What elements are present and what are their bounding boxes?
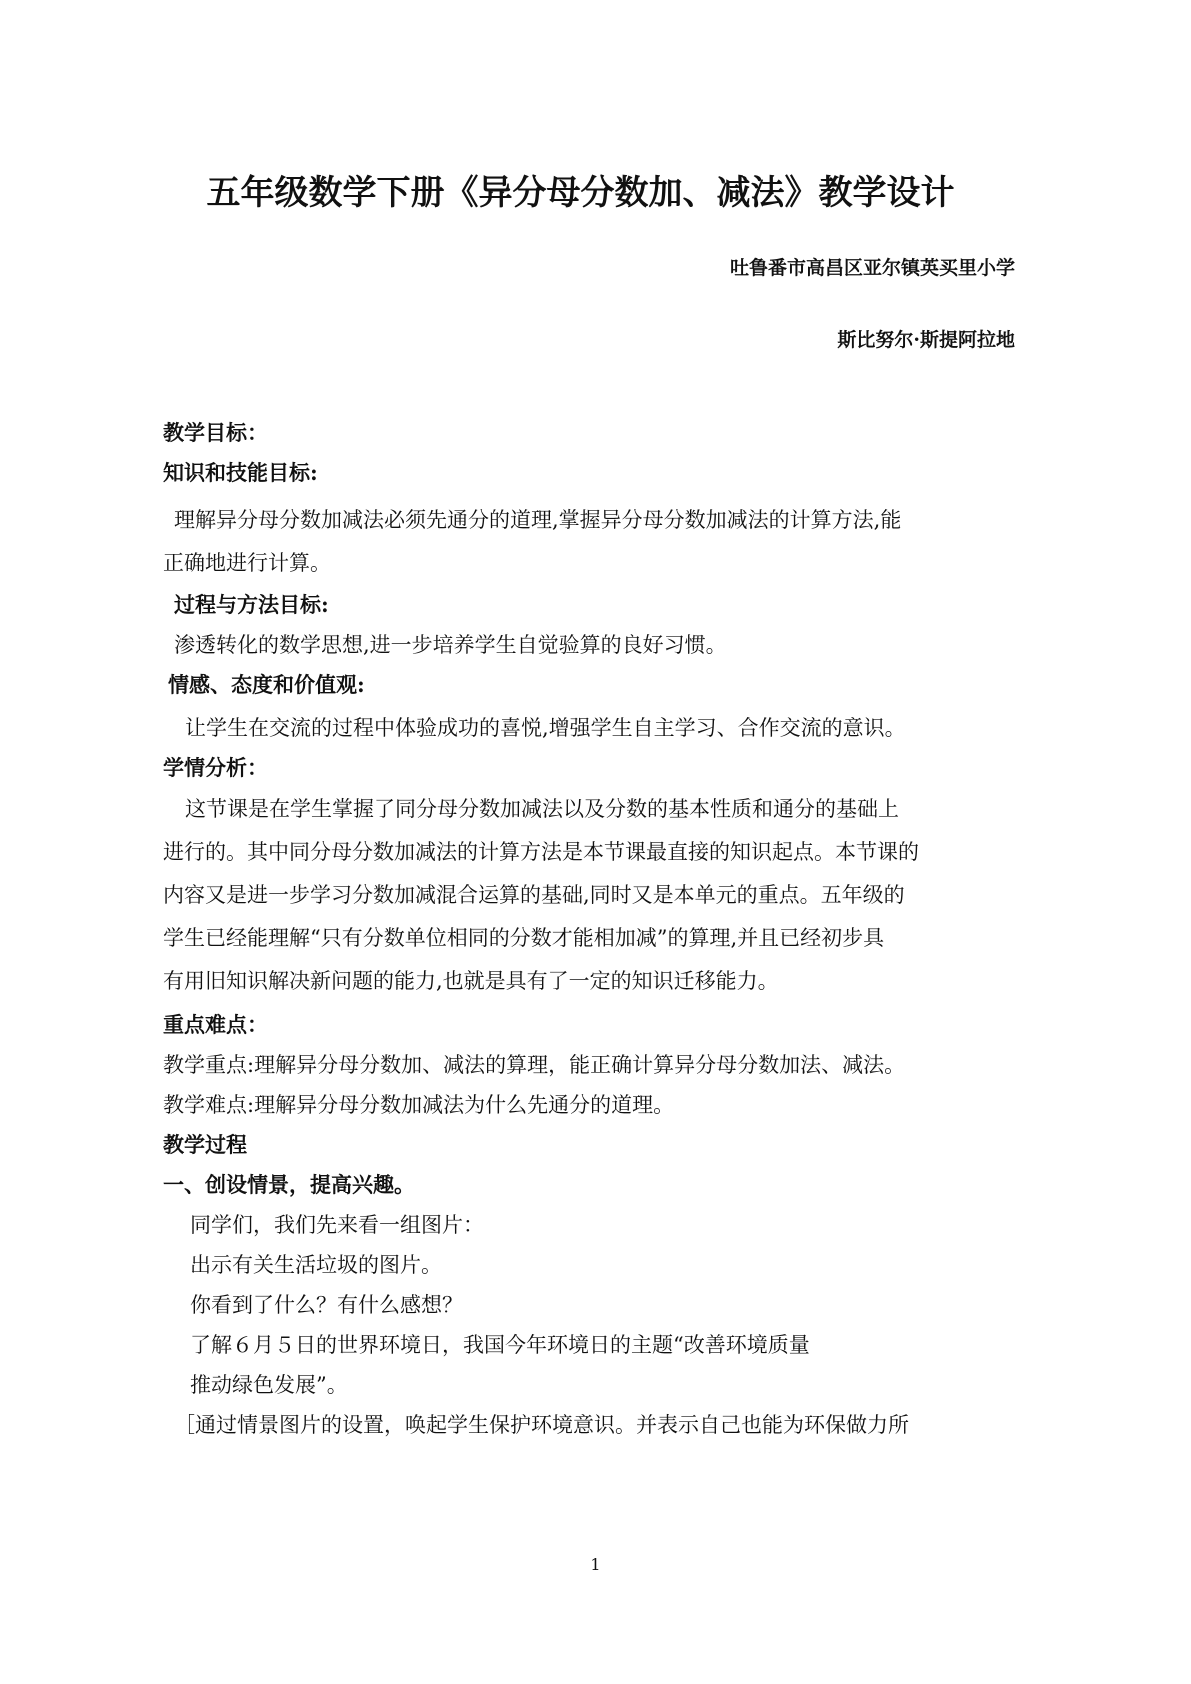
key-heading: 重点难点： — [163, 1012, 268, 1037]
step1-note: ［通过情景图片的设置，唤起学生保护环境意识。并表示自己也能为环保做力所 — [174, 1413, 909, 1437]
difficult-point: 教学难点:理解异分母分数加减法为什么先通分的道理。 — [163, 1093, 675, 1117]
analysis-line: 内容又是进一步学习分数加减混合运算的基础,同时又是本单元的重点。五年级的 — [163, 883, 905, 907]
document-title: 五年级数学下册《异分母分数加、减法》教学设计 — [206, 173, 955, 213]
analysis-line: 有用旧知识解决新问题的能力,也就是具有了一定的知识迁移能力。 — [163, 969, 779, 993]
analysis-line: 这节课是在学生掌握了同分母分数加减法以及分数的基本性质和通分的基础上 — [185, 797, 899, 821]
knowledge-text-line: 理解异分母分数加减法必须先通分的道理,掌握异分母分数加减法的计算方法,能 — [174, 508, 902, 532]
knowledge-heading: 知识和技能目标: — [163, 460, 318, 485]
document-body — [163, 413, 1018, 1445]
author-name: 斯比努尔·斯提阿拉地 — [837, 329, 1015, 351]
step1-line: 出示有关生活垃圾的图片。 — [190, 1253, 442, 1277]
step1-line: 同学们，我们先来看一组图片： — [190, 1213, 484, 1237]
knowledge-text-line: 正确地进行计算。 — [163, 551, 331, 575]
page-number: 1 — [590, 1555, 601, 1574]
step1-line: 推动绿色发展”。 — [190, 1373, 348, 1397]
school-name: 吐鲁番市高昌区亚尔镇英买里小学 — [729, 257, 1015, 279]
step1-line: 了解６月５日的世界环境日，我国今年环境日的主题“改善环境质量 — [190, 1333, 810, 1357]
goals-heading: 教学目标： — [163, 420, 268, 445]
process-text: 渗透转化的数学思想,进一步培养学生自觉验算的良好习惯。 — [174, 633, 727, 657]
analysis-line: 进行的。其中同分母分数加减法的计算方法是本节课最直接的知识起点。本节课的 — [163, 840, 919, 864]
attitude-text: 让学生在交流的过程中体验成功的喜悦,增强学生自主学习、合作交流的意识。 — [185, 716, 906, 740]
process-heading: 过程与方法目标: — [174, 592, 329, 617]
step1-line: 你看到了什么？有什么感想？ — [190, 1293, 463, 1317]
analysis-line: 学生已经能理解“只有分数单位相同的分数才能相加减”的算理,并且已经初步具 — [163, 926, 885, 950]
step1-heading: 一、创设情景，提高兴趣。 — [163, 1172, 415, 1197]
process-main-heading: 教学过程 — [163, 1132, 247, 1157]
key-point: 教学重点:理解异分母分数加、减法的算理，能正确计算异分母分数加法、减法。 — [163, 1053, 906, 1077]
attitude-heading: 情感、态度和价值观: — [168, 672, 365, 697]
analysis-heading: 学情分析： — [163, 755, 268, 780]
